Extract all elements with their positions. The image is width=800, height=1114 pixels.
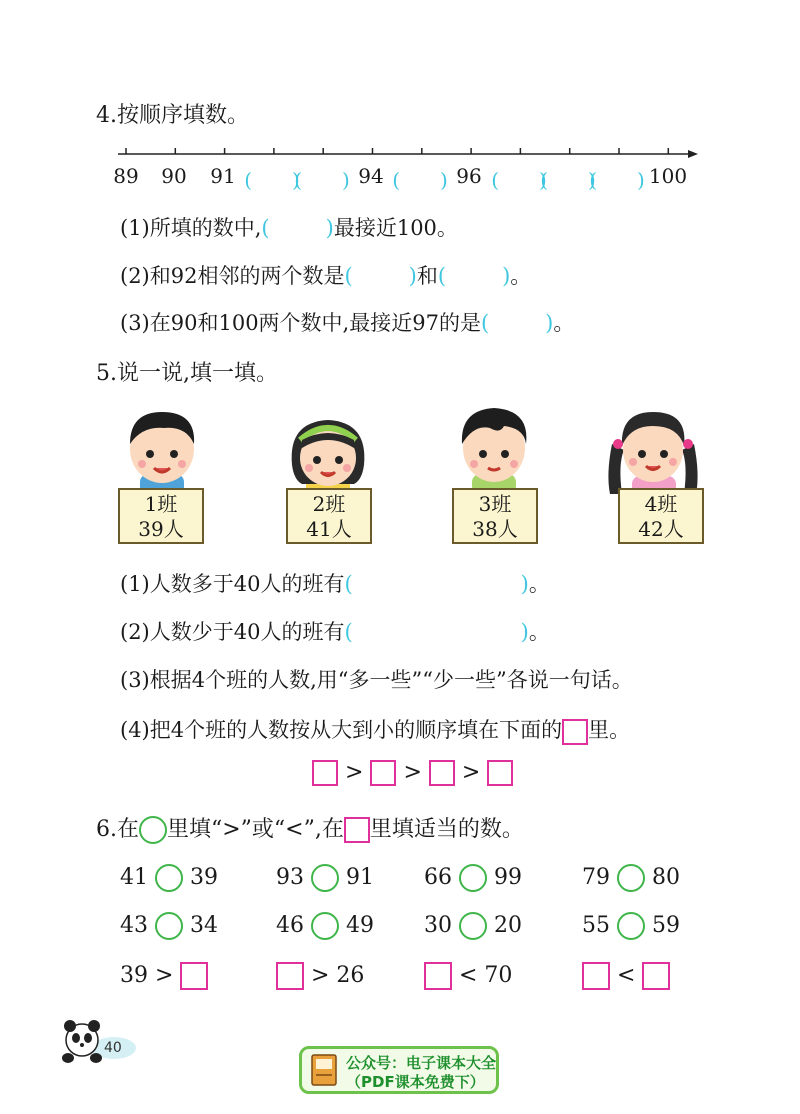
q4-sub3 — [120, 307, 574, 337]
class-sign-2 — [286, 488, 372, 544]
compare-circle[interactable] — [617, 912, 645, 940]
nl-label-91: 91 — [210, 164, 236, 188]
book-icon — [310, 1053, 340, 1089]
footer-line-2: （PDF课本免费下） — [346, 1073, 485, 1091]
class-name-4: 4班 — [644, 492, 678, 516]
q4-sub3-text: (3)在90和100两个数中,最接近97的是 — [120, 311, 481, 335]
class-count-2: 41人 — [306, 517, 352, 541]
q5-sub4-text: (4)把4个班的人数按从大到小的顺序填在下面的 — [120, 718, 563, 742]
order-box-3[interactable] — [429, 760, 455, 786]
girl-4-illustration — [598, 404, 708, 500]
compare-circle[interactable] — [155, 912, 183, 940]
q6-title-mid: 里填“>”或“<”,在 — [167, 817, 344, 842]
order-box-4[interactable] — [487, 760, 513, 786]
compare-circle[interactable] — [311, 912, 339, 940]
q4-sub2-blank-b[interactable]: ( ) — [437, 264, 511, 288]
order-box-1[interactable] — [312, 760, 338, 786]
compare-circle[interactable] — [459, 912, 487, 940]
circle-legend — [139, 816, 167, 844]
page-number: 40 — [104, 1040, 122, 1056]
q5-sub1-tail: 。 — [528, 572, 550, 596]
nl-label-96: 96 — [456, 164, 482, 188]
compare-circle[interactable] — [311, 864, 339, 892]
compare-2-1: 43 34 — [120, 913, 218, 938]
compare-circle[interactable] — [617, 864, 645, 892]
compare-2-2: 46 49 — [276, 913, 374, 938]
q5-sub1 — [120, 568, 550, 598]
boy-1-illustration — [112, 404, 212, 494]
fill-box[interactable] — [642, 962, 670, 990]
compare-1-3: 66 99 — [424, 865, 522, 890]
q4-sub2-tail: 。 — [510, 264, 532, 288]
compare-1-4: 79 80 — [582, 865, 680, 890]
box-compare-2: > 26 — [276, 962, 364, 990]
nl-label-90: 90 — [161, 164, 187, 188]
q4-sub3-blank[interactable]: ( ) — [480, 311, 554, 335]
class-count-1: 39人 — [138, 517, 184, 541]
class-count-3: 38人 — [472, 517, 518, 541]
nl-blank-97[interactable]: ( ) — [491, 168, 547, 192]
q4-sub2-text: (2)和92相邻的两个数是 — [120, 264, 345, 288]
q5-sub2-tail: 。 — [528, 620, 550, 644]
q4-sub2-and: 和 — [416, 264, 438, 288]
compare-circle[interactable] — [459, 864, 487, 892]
q6-title-post: 里填适当的数。 — [369, 817, 524, 842]
q5-sub1-blank[interactable]: ( ) — [344, 572, 529, 596]
nl-blank-99[interactable]: ( ) — [589, 168, 645, 192]
q4-sub3-tail: 。 — [553, 311, 575, 335]
fill-box[interactable] — [276, 962, 304, 990]
order-chain — [312, 760, 513, 786]
girl-2-illustration — [278, 410, 378, 494]
gt-sign-3: > — [461, 760, 481, 785]
gt-sign-1: > — [345, 760, 364, 785]
answer-box-legend — [562, 719, 588, 745]
order-box-2[interactable] — [370, 760, 396, 786]
q4-sub1 — [120, 212, 458, 242]
nl-blank-95[interactable]: ( ) — [392, 168, 448, 192]
nl-blank-98[interactable]: ( ) — [540, 168, 596, 192]
box-compare-4: < — [582, 962, 670, 990]
q6-title-pre: 6.在 — [96, 817, 139, 842]
box-legend — [344, 817, 370, 843]
compare-1-1: 41 39 — [120, 865, 218, 890]
q4-sub1-text: (1)所填的数中, — [120, 216, 262, 240]
footer-badge — [299, 1046, 499, 1094]
nl-blank-92[interactable]: ( ) — [244, 168, 300, 192]
compare-2-3: 30 20 — [424, 913, 522, 938]
q4-sub2-blank-a[interactable]: ( ) — [344, 264, 417, 288]
panda-icon — [56, 1010, 136, 1066]
boy-3-illustration — [444, 402, 544, 494]
q5-sub2-text: (2)人数少于40人的班有 — [120, 620, 345, 644]
q4-sub1-tail: 最接近100。 — [333, 216, 458, 240]
q6-title — [96, 812, 524, 844]
gt-sign-2: > — [403, 760, 422, 785]
class-count-4: 42人 — [638, 517, 684, 541]
class-name-3: 3班 — [478, 492, 512, 516]
nl-label-89: 89 — [113, 164, 139, 188]
class-name-1: 1班 — [144, 492, 178, 516]
q5-title: 5.说一说,填一填。 — [96, 361, 278, 386]
compare-2-4: 55 59 — [582, 913, 680, 938]
compare-1-2: 93 91 — [276, 865, 374, 890]
nl-blank-93[interactable]: ( ) — [294, 168, 350, 192]
box-compare-3: < 70 — [424, 962, 512, 990]
q4-sub1-blank[interactable]: ( ) — [261, 216, 334, 240]
footer-line-1: 公众号：电子课本大全 — [346, 1054, 497, 1072]
q5-sub4-tail: 里。 — [588, 718, 631, 742]
q4-sub2 — [120, 260, 531, 290]
compare-circle[interactable] — [155, 864, 183, 892]
q5-sub3: (3)根据4个班的人数,用“多一些”“少一些”各说一句话。 — [120, 668, 633, 692]
nl-label-100: 100 — [648, 164, 688, 188]
q5-sub2-blank[interactable]: ( ) — [344, 620, 529, 644]
class-sign-4 — [618, 488, 704, 544]
box-compare-1: 39 > — [120, 962, 208, 990]
nl-label-94: 94 — [358, 164, 384, 188]
fill-box[interactable] — [582, 962, 610, 990]
q5-sub1-text: (1)人数多于40人的班有 — [120, 572, 345, 596]
q5-sub4 — [120, 714, 630, 745]
class-name-2: 2班 — [312, 492, 346, 516]
q5-sub2 — [120, 616, 550, 646]
fill-box[interactable] — [424, 962, 452, 990]
class-sign-1 — [118, 488, 204, 544]
class-sign-3 — [452, 488, 538, 544]
fill-box[interactable] — [180, 962, 208, 990]
q4-title: 4.按顺序填数。 — [96, 103, 249, 128]
